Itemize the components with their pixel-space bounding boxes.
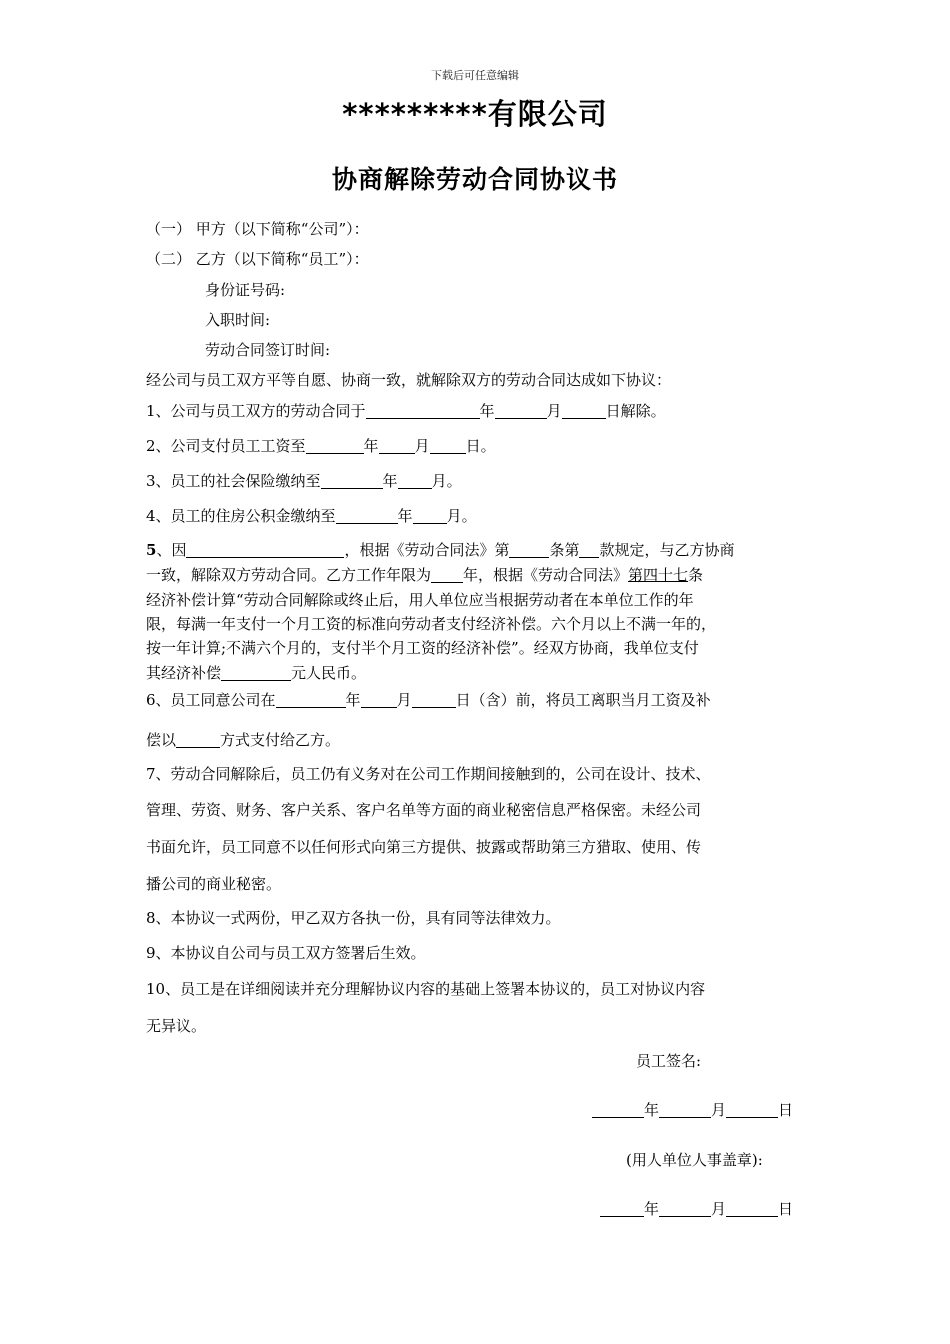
blank-field	[412, 691, 456, 708]
blank-field	[726, 1101, 778, 1118]
company-name: *********有限公司	[342, 97, 608, 131]
hire-date-label: 入职时间:	[205, 311, 271, 329]
clause-5-line-5: 按一年计算;不满六个月的，支付半个月工资的经济补偿”。经双方协商，我单位支付	[146, 639, 699, 657]
clause-6-line-2: 偿以 方式支付给乙方。	[146, 731, 341, 749]
party-a-line: （一） 甲方（以下简称“公司”）：	[146, 220, 369, 238]
clause-9: 9、本协议自公司与员工双方签署后生效。	[146, 944, 426, 962]
contract-date-label: 劳动合同签订时间:	[205, 341, 331, 359]
blank-field	[431, 566, 463, 583]
blank-field	[562, 402, 606, 419]
blank-field	[321, 472, 383, 489]
party-b-line: （二） 乙方（以下简称“员工”）：	[146, 250, 369, 268]
blank-field	[659, 1101, 711, 1118]
blank-field	[592, 1101, 644, 1118]
blank-field	[600, 1200, 644, 1217]
blank-field	[398, 472, 432, 489]
employee-signature-label: 员工签名:	[636, 1052, 702, 1070]
clause-6-line-1: 6、员工同意公司在 年 月 日（含）前，将员工离职当月工资及补	[146, 691, 711, 709]
blank-field	[579, 541, 599, 558]
blank-field	[276, 691, 346, 708]
clause-5-line-4: 限，每满一年支付一个月工资的标准向劳动者支付经济补偿。六个月以上不满一年的，	[146, 615, 717, 633]
blank-field	[221, 664, 291, 681]
clause-5-line-6: 其经济补偿 元人民币。	[146, 664, 367, 682]
blank-field	[495, 402, 547, 419]
header-note: 下载后可任意编辑	[431, 69, 519, 82]
blank-field	[366, 402, 480, 419]
blank-field	[336, 507, 398, 524]
company-seal-label: (用人单位人事盖章):	[626, 1151, 763, 1169]
clause-5-line-1: 5、因 ，根据《劳动合同法》第 条第 款规定，与乙方协商	[146, 541, 735, 559]
clause-2: 2、公司支付员工工资至 年 月 日。	[146, 437, 496, 455]
clause-7-line-4: 播公司的商业秘密。	[146, 875, 282, 893]
blank-field	[186, 541, 344, 558]
clause-10-line-1: 10、员工是在详细阅读并充分理解协议内容的基础上签署本协议的，员工对协议内容	[146, 980, 706, 998]
clause-8: 8、本协议一式两份，甲乙双方各执一份，具有同等法律效力。	[146, 909, 561, 927]
blank-field	[413, 507, 447, 524]
intro-paragraph: 经公司与员工双方平等自愿、协商一致，就解除双方的劳动合同达成如下协议：	[146, 371, 672, 389]
document-title: 协商解除劳动合同协议书	[331, 165, 618, 194]
blank-field	[361, 691, 397, 708]
clause-3: 3、员工的社会保险缴纳至 年 月。	[146, 472, 462, 490]
employee-sign-date: 年 月 日	[592, 1100, 793, 1120]
clause-7-line-1: 7、劳动合同解除后，员工仍有义务对在公司工作期间接触到的，公司在设计、技术、	[146, 765, 711, 783]
clause-5-line-2: 一致，解除双方劳动合同。乙方工作年限为 年，根据《劳动合同法》第四十七条	[146, 566, 704, 584]
clause-7-line-2: 管理、劳资、财务、客户关系、客户名单等方面的商业秘密信息严格保密。未经公司	[146, 801, 702, 819]
clause-10-line-2: 无异议。	[146, 1017, 207, 1035]
clause-1: 1、公司与员工双方的劳动合同于 年 月 日解除。	[146, 402, 666, 420]
blank-field	[176, 731, 220, 748]
blank-field	[430, 437, 466, 454]
blank-field	[509, 541, 549, 558]
clause-5-line-3: 经济补偿计算“劳动合同解除或终止后，用人单位应当根据劳动者在本单位工作的年	[146, 591, 694, 609]
clause-7-line-3: 书面允许，员工同意不以任何形式向第三方提供、披露或帮助第三方猎取、使用、传	[146, 838, 702, 856]
blank-field	[379, 437, 415, 454]
company-seal-date: 年 月 日	[600, 1199, 793, 1219]
blank-field	[659, 1200, 711, 1217]
id-number-label: 身份证号码:	[205, 281, 286, 299]
blank-field	[306, 437, 364, 454]
blank-field	[726, 1200, 778, 1217]
clause-4: 4、员工的住房公积金缴纳至 年 月。	[146, 507, 477, 525]
